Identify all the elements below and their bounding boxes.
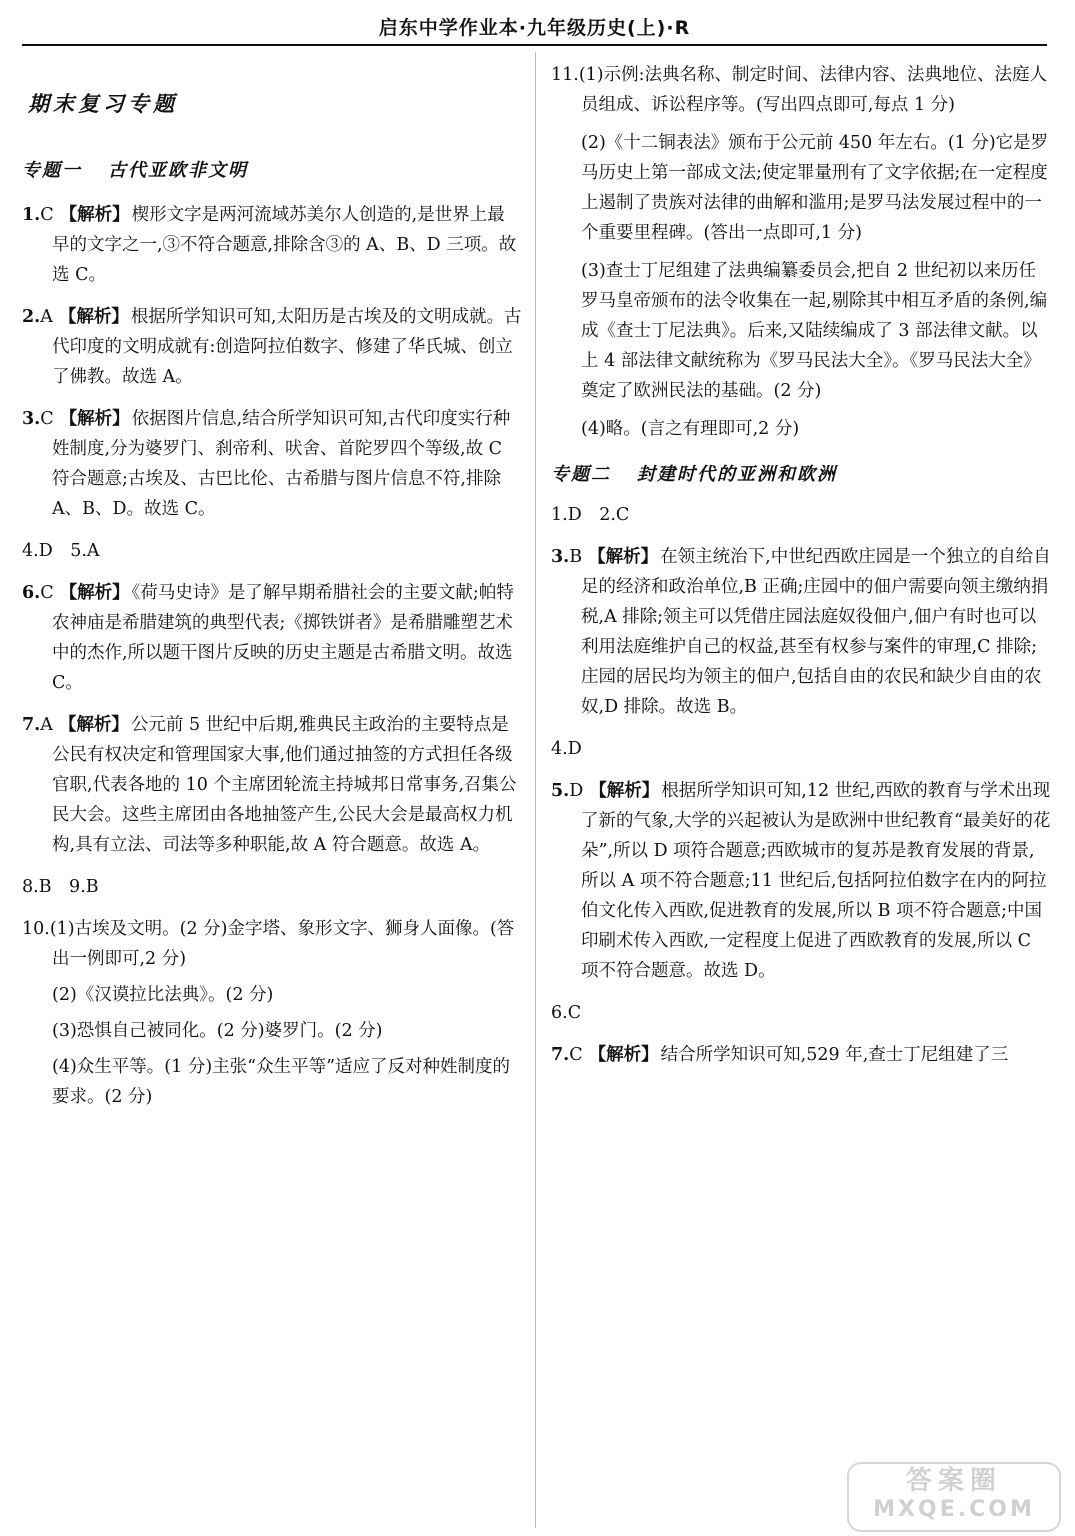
topic-1-label: 专题一 [22, 160, 82, 181]
answer-item: 3.B 【解析】 在领主统治下,中世纪西欧庄园是一个独立的自给自足的经济和政治单位,B 正确;庄园中的佃户需要向领主缴纳捐税,A 排除;领主可以凭借庄园法庭奴役佃户,佃户有时也可以利用法庭维护自己的权益,甚至有权参与案件的审理,C 排除;庄园的居民均为领主的佃户,包括自由的农民和缺少自由的农奴,D 排除。故选 B。 [551, 547, 1051, 717]
answer-subitem: (2)《汉谟拉比法典》。(2 分) [52, 985, 274, 1005]
answer-item: 4.D [551, 739, 582, 759]
column-divider [535, 52, 536, 1528]
page-header: 启东中学作业本·九年级历史(上)·R [22, 12, 1047, 46]
answer-item: 8.B 9.B [22, 877, 99, 897]
answer-subitem: (3)查士丁尼组建了法典编纂委员会,把自 2 世纪初以来历任罗马皇帝颁布的法令收集在一起,剔除其中相互矛盾的条例,编成《查士丁尼法典》。后来,又陆续编成了 3 部法律文献。以上 4 部法律文献统称为《罗马民法大全》。《罗马民法大全》奠定了欧洲民法的基础。(2 分) [581, 261, 1048, 401]
answer-item: 3.C 【解析】 依据图片信息,结合所学知识可知,古代印度实行种姓制度,分为婆罗门、刹帝利、吠舍、首陀罗四个等级,故 C 符合题意;古埃及、古巴比伦、古希腊与图片信息不符,排除 A、B、D。故选 C。 [22, 409, 511, 519]
answer-subitem: (3)恐惧自己被同化。(2 分)婆罗门。(2 分) [52, 1021, 383, 1041]
answer-item: 6.C [551, 1003, 582, 1023]
answer-item: 6.C 【解析】 《荷马史诗》是了解早期希腊社会的主要文献;帕特农神庙是希腊建筑的典型代表;《掷铁饼者》是希腊雕塑艺术中的杰作,所以题干图片反映的历史主题是古希腊文明。故选 C。 [22, 583, 514, 693]
topic-1-name: 古代亚欧非文明 [108, 160, 248, 181]
answer-subitem: (4)略。(言之有理即可,2 分) [581, 419, 800, 439]
answer-item: 1.D 2.C [551, 505, 630, 525]
right-column [551, 48, 1051, 1070]
topic-2-title [551, 460, 1051, 490]
watermark-text-top: 答案圈 [905, 1466, 1002, 1496]
answer-item: 4.D 5.A [22, 541, 100, 561]
answer-subitem: (2)《十二铜表法》颁布于公元前 450 年左右。(1 分)它是罗马历史上第一部成文法;使定罪量刑有了文字依据;在一定程度上遏制了贵族对法律的曲解和滥用;是罗马法发展过程中的一个重要里程碑。(答出一点即可,1 分) [581, 133, 1049, 243]
answer-item: 7.C 【解析】 结合所学知识可知,529 年,查士丁尼组建了三 [551, 1045, 1009, 1065]
answer-item: 1.C 【解析】 楔形文字是两河流域苏美尔人创造的,是世界上最早的文字之一,③不符合题意,排除含③的 A、B、D 三项。故选 C。 [22, 205, 517, 285]
answer-item: 7.A 【解析】 公元前 5 世纪中后期,雅典民主政治的主要特点是公民有权决定和管理国家大事,他们通过抽签的方式担任各级官职,代表各地的 10 个主席团轮流主持城邦日常事务,召集公民大会。这些主席团由各地抽签产生,公民大会是最高权力机构,具有立法、司法等多种职能,故 A 符合题意。故选 A。 [22, 715, 517, 855]
topic-2-label: 专题二 [551, 464, 611, 485]
topic-2-name: 封建时代的亚洲和欧洲 [637, 464, 837, 485]
answer-item: 2.A 【解析】 根据所学知识可知,太阳历是古埃及的文明成就。古代印度的文明成就有:创造阿拉伯数字、修建了华氏城、创立了佛教。故选 A。 [22, 307, 522, 387]
answer-item: 10.(1)古埃及文明。(2 分)金字塔、象形文字、狮身人面像。(答出一例即可,2 分) [22, 919, 515, 969]
left-column [22, 48, 522, 1112]
site-watermark [847, 1462, 1061, 1532]
answer-item: 11.(1)示例:法典名称、制定时间、法律内容、法典地位、法庭人员组成、诉讼程序等。(写出四点即可,每点 1 分) [551, 65, 1048, 115]
section-title: 期末复习专题 [28, 92, 178, 116]
answer-item: 5.D 【解析】 根据所学知识可知,12 世纪,西欧的教育与学术出现了新的气象,大学的兴起被认为是欧洲中世纪教育“最美好的花朵”,所以 D 项符合题意;西欧城市的复苏是教育发展的背景,所以 A 项不符合题意;11 世纪后,包括阿拉伯数字在内的阿拉伯文化传入西欧,促进教育的发展,所以 B 项不符合题意;中国印刷术传入西欧,一定程度上促进了西欧教育的发展,所以 C 项不符合题意。故选 D。 [551, 781, 1051, 981]
topic-1-title [22, 156, 522, 186]
watermark-text-bottom: MXQE.COM [873, 1497, 1035, 1522]
answer-subitem: (4)众生平等。(1 分)主张“众生平等”适应了反对种姓制度的要求。(2 分) [52, 1057, 511, 1107]
